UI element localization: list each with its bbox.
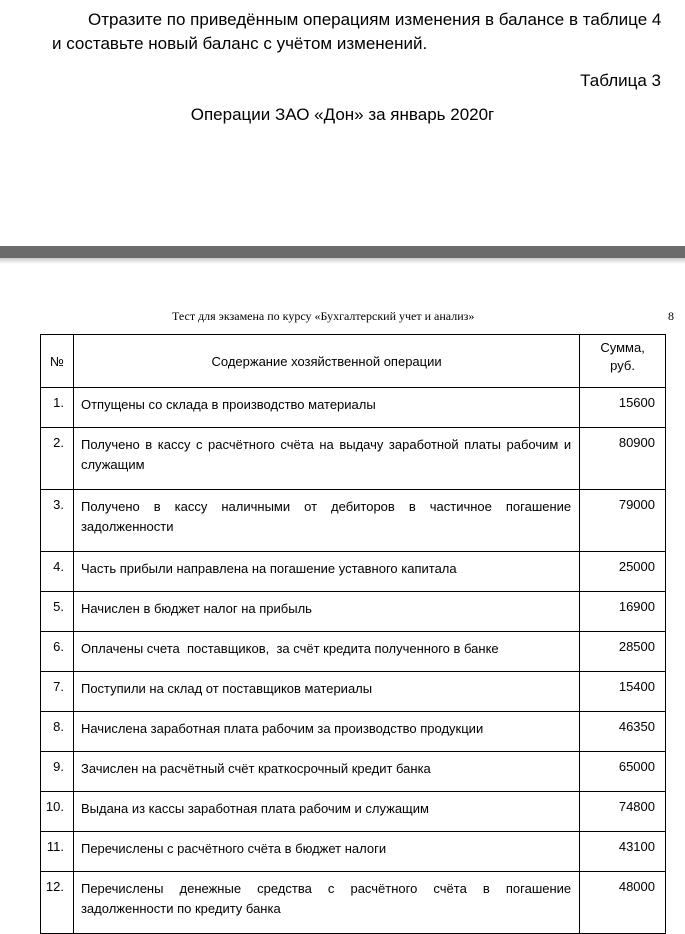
row-number: 12. bbox=[41, 872, 74, 934]
row-number: 6. bbox=[41, 632, 74, 672]
row-number: 1. bbox=[41, 388, 74, 428]
page-break bbox=[0, 246, 685, 258]
table-row bbox=[41, 490, 666, 552]
row-sum: 48000 bbox=[580, 872, 666, 934]
header-sum-line2: руб. bbox=[610, 358, 635, 373]
row-description: Отпущены со склада в производство материалы bbox=[73, 388, 579, 428]
row-number: 10. bbox=[41, 792, 74, 832]
table-caption: Операции ЗАО «Дон» за январь 2020г bbox=[190, 105, 495, 124]
row-description: Начислен в бюджет налог на прибыль bbox=[73, 592, 579, 632]
row-description: Получено в кассу с расчётного счёта на выдачу заработной платы рабочим и служащим bbox=[73, 428, 579, 490]
table-row bbox=[41, 552, 666, 592]
page-break-shadow bbox=[0, 258, 685, 264]
row-number: 2. bbox=[41, 428, 74, 490]
table-row bbox=[41, 388, 666, 428]
table-row bbox=[41, 752, 666, 792]
row-sum: 16900 bbox=[580, 592, 666, 632]
running-header-title: Тест для экзамена по курсу «Бухгалтерский учет и анализ» bbox=[172, 309, 475, 323]
header-description: Содержание хозяйственной операции bbox=[73, 335, 579, 388]
table-header-row bbox=[41, 335, 666, 388]
row-description: Поступили на склад от поставщиков материалы bbox=[73, 672, 579, 712]
row-sum: 79000 bbox=[580, 490, 666, 552]
table-row bbox=[41, 792, 666, 832]
header-sum-line1: Сумма, bbox=[600, 340, 645, 355]
row-number: 3. bbox=[41, 490, 74, 552]
row-sum: 15400 bbox=[580, 672, 666, 712]
header-sum bbox=[580, 335, 666, 388]
row-number: 8. bbox=[41, 712, 74, 752]
row-number: 11. bbox=[41, 832, 74, 872]
row-number: 7. bbox=[41, 672, 74, 712]
table-reference: Таблица 3 bbox=[580, 71, 661, 90]
table-row bbox=[41, 592, 666, 632]
row-sum: 43100 bbox=[580, 832, 666, 872]
row-sum: 74800 bbox=[580, 792, 666, 832]
task-instruction: Отразите по приведённым операциям изменения в балансе в таблице 4 и составьте новый баланс с учётом изменений. bbox=[52, 10, 662, 53]
row-description: Получено в кассу наличными от дебиторов в частичное погашение задолженности bbox=[73, 490, 579, 552]
row-description: Перечислены с расчётного счёта в бюджет налоги bbox=[73, 832, 579, 872]
row-description: Зачислен на расчётный счёт краткосрочный кредит банка bbox=[73, 752, 579, 792]
row-sum: 25000 bbox=[580, 552, 666, 592]
row-description: Выдана из кассы заработная плата рабочим и служащим bbox=[73, 792, 579, 832]
row-description: Часть прибыли направлена на погашение уставного капитала bbox=[73, 552, 579, 592]
table-row bbox=[41, 832, 666, 872]
row-sum: 80900 bbox=[580, 428, 666, 490]
row-description: Оплачены счета поставщиков, за счёт кредита полученного в банке bbox=[73, 632, 579, 672]
row-sum: 28500 bbox=[580, 632, 666, 672]
row-number: 4. bbox=[41, 552, 74, 592]
table-row bbox=[41, 428, 666, 490]
table-row bbox=[41, 872, 666, 934]
table-row bbox=[41, 632, 666, 672]
row-number: 5. bbox=[41, 592, 74, 632]
page-number: 8 bbox=[668, 309, 674, 323]
row-sum: 46350 bbox=[580, 712, 666, 752]
row-description: Начислена заработная плата рабочим за производство продукции bbox=[73, 712, 579, 752]
header-number: № bbox=[41, 335, 74, 388]
row-sum: 15600 bbox=[580, 388, 666, 428]
table-row bbox=[41, 672, 666, 712]
row-sum: 65000 bbox=[580, 752, 666, 792]
operations-table bbox=[40, 334, 666, 934]
row-number: 9. bbox=[41, 752, 74, 792]
table-row bbox=[41, 712, 666, 752]
page-top bbox=[0, 0, 685, 248]
row-description: Перечислены денежные средства с расчётного счёта в погашение задолженности по кредиту банка bbox=[73, 872, 579, 934]
